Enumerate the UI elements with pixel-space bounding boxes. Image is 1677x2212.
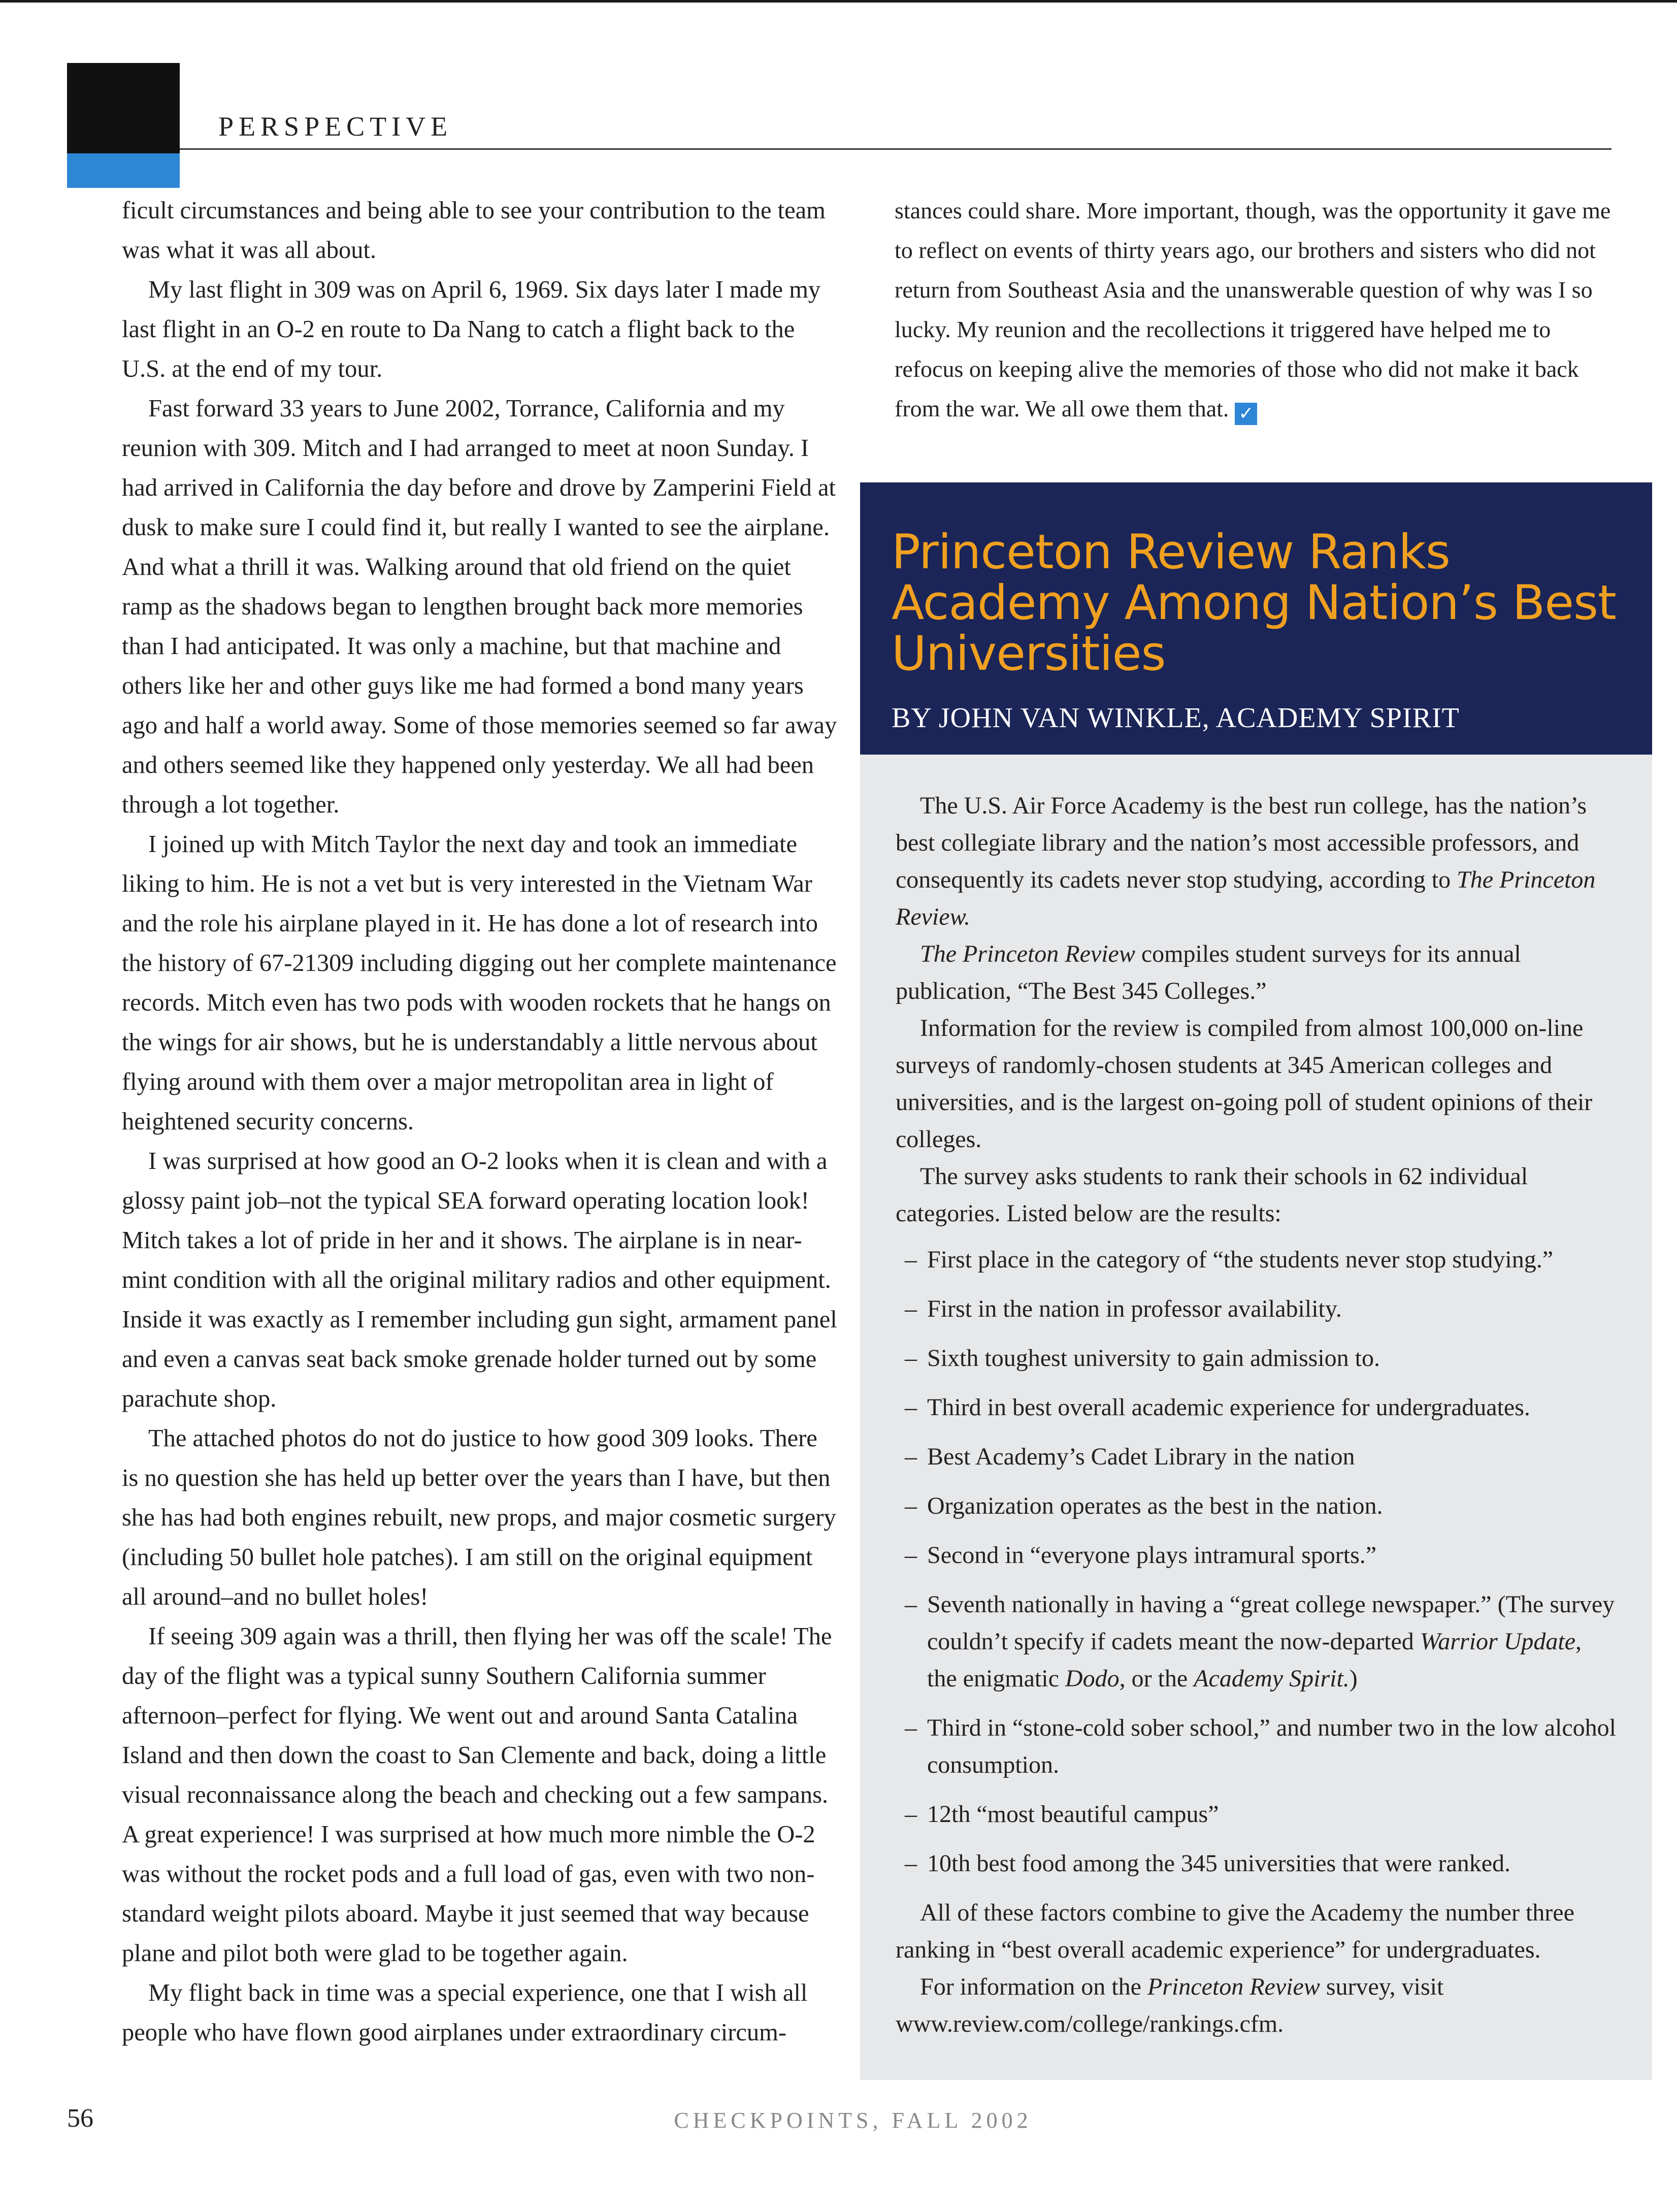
dash-bullet: –	[905, 1591, 917, 1618]
paragraph-text: compiles student surveys for its annual publication, “The Best 345 Colleges.”	[896, 940, 1521, 1004]
list-item-text: Seventh nationally in having a “great college newspaper.” (The survey couldn’t specify if cadets meant the now-departed	[927, 1591, 1615, 1655]
paragraph: The attached photos do not do justice to how good 309 looks. There is no question she has held up better over the years than I have, but then she has had both engines rebuilt, new props, and major cosmetic surgery (including 50 bullet hole patches). I am still on the original equipment all around–and no bullet holes!	[122, 1425, 836, 1610]
publication-name: Academy Spirit.	[1194, 1665, 1350, 1692]
list-item	[896, 1845, 1617, 1882]
right-column-continuation	[895, 191, 1616, 429]
page-number: 56	[67, 2104, 93, 2133]
sidebar-paragraph	[896, 935, 1617, 1010]
publication-name: Dodo	[1065, 1665, 1120, 1692]
header-rule	[180, 148, 1612, 150]
dash-bullet: –	[905, 1542, 917, 1569]
list-item-text: Third in “stone-cold sober school,” and number two in the low alcohol consumption.	[927, 1714, 1617, 1778]
footer-publication: CHECKPOINTS, FALL 2002	[674, 2108, 1032, 2133]
list-item-text: First place in the category of “the students never stop studying.”	[927, 1246, 1554, 1273]
list-item	[896, 1389, 1617, 1426]
sidebar-paragraph: All of these factors combine to give the Academy the number three ranking in “best overall academic experience” for undergraduates.	[896, 1899, 1574, 1963]
list-item	[896, 1796, 1617, 1833]
sidebar-paragraph: The survey asks students to rank their schools in 62 individual categories. Listed below are the results:	[896, 1163, 1528, 1227]
paragraph: My flight back in time was a special experience, one that I wish all people who have flown good airplanes under extraordinary circum-	[122, 1979, 808, 2046]
continuation-text: stances could share. More important, though, was the opportunity it gave me to reflect on events of thirty years ago, our brothers and sisters who did not return from Southeast Asia and the unanswerable question of why was I so lucky. My reunion and the recollections it triggered have helped me to refocus on keeping alive the memories of those who did not make it back from the war. We all owe them that.	[895, 198, 1611, 421]
list-item	[896, 1537, 1617, 1574]
sidebar-byline: BY JOHN VAN WINKLE, ACADEMY SPIRIT	[892, 702, 1460, 734]
list-item	[896, 1340, 1617, 1377]
dash-bullet: –	[905, 1443, 917, 1470]
dash-bullet: –	[905, 1850, 917, 1877]
results-list	[896, 1241, 1617, 1882]
dash-bullet: –	[905, 1246, 917, 1273]
list-item-text: Sixth toughest university to gain admission to.	[927, 1345, 1380, 1372]
sidebar-paragraph	[896, 1968, 1617, 2042]
list-item-text: First in the nation in professor availability.	[927, 1295, 1342, 1322]
list-item	[896, 1241, 1617, 1278]
paragraph-text: The U.S. Air Force Academy is the best run college, has the nation’s best collegiate library and the nation’s most accessible professors, and consequently its cadets never stop studying, according to	[896, 792, 1587, 893]
list-item-text: 12th “most beautiful campus”	[927, 1801, 1219, 1828]
list-item-text: , the enigmatic	[927, 1628, 1582, 1692]
publication-name: Warrior Update	[1420, 1628, 1576, 1655]
paragraph	[895, 191, 1616, 429]
sidebar-paragraph	[896, 787, 1617, 935]
list-item	[896, 1586, 1617, 1697]
list-item	[896, 1487, 1617, 1524]
sidebar-text	[896, 787, 1617, 2042]
dash-bullet: –	[905, 1801, 917, 1828]
paragraph: My last flight in 309 was on April 6, 1969. Six days later I made my last flight in an O-2 en route to Da Nang to catch a flight back to the U.S. at the end of my tour.	[122, 276, 821, 382]
list-item	[896, 1438, 1617, 1475]
top-rule	[0, 0, 1677, 3]
sidebar-body	[860, 755, 1652, 2080]
publication-name: The Princeton Review	[920, 940, 1135, 967]
paragraph-text: survey, visit www.review.com/college/rankings.cfm.	[896, 1973, 1444, 2037]
list-item-text: 10th best food among the 345 universities that were ranked.	[927, 1850, 1511, 1877]
sidebar-paragraph: Information for the review is compiled from almost 100,000 on-line surveys of randomly-chosen students at 345 American colleges and universities, and is the largest on-going poll of student opinions of their colleges.	[896, 1015, 1593, 1153]
header-black-block	[67, 63, 180, 153]
paragraph: ficult circumstances and being able to see your contribution to the team was what it was all about.	[122, 197, 826, 264]
dash-bullet: –	[905, 1394, 917, 1421]
paragraph: Fast forward 33 years to June 2002, Torrance, California and my reunion with 309. Mitch and I had arranged to meet at noon Sunday. I had arrived in California the day before and drove by Zamperini Field at dusk to make sure I could find it, but really I wanted to see the airplane. And what a thrill it was. Walking around that old friend on the quiet ramp as the shadows began to lengthen brought back more memories than I had anticipated. It was only a machine, but that machine and others like her and other guys like me had formed a bond many years ago and half a world away. Some of those memories seemed so far away and others seemed like they happened only yesterday. We all had been through a lot together.	[122, 395, 837, 818]
list-item-text: Third in best overall academic experience for undergraduates.	[927, 1394, 1530, 1421]
header-blue-block	[67, 153, 180, 188]
dash-bullet: –	[905, 1492, 917, 1519]
list-item	[896, 1290, 1617, 1327]
left-column	[122, 191, 838, 2090]
list-item-text: Best Academy’s Cadet Library in the nation	[927, 1443, 1355, 1470]
section-label: PERSPECTIVE	[218, 111, 453, 142]
sidebar-title: Princeton Review Ranks Academy Among Nation’s Best Universities	[892, 525, 1616, 681]
list-item	[896, 1709, 1617, 1783]
paragraph: If seeing 309 again was a thrill, then flying her was off the scale! The day of the flight was a typical sunny Southern California summer afternoon–perfect for flying. We went out and around Santa Catalina Island and then down the coast to San Clemente and back, doing a little visual reconnaissance along the beach and checking out a few sampans. A great experience! I was surprised at how much more nimble the O-2 was without the rocket pods and a full load of gas, even with two non-standard weight pilots aboard. Maybe it just seemed that way because plane and pilot both were glad to be together again.	[122, 1623, 832, 1967]
publication-name: The Princeton Review.	[896, 866, 1596, 930]
paragraph-text: For information on the	[920, 1973, 1147, 2000]
list-item-text: Organization operates as the best in the nation.	[927, 1492, 1383, 1519]
publication-name: Princeton Review	[1147, 1973, 1320, 2000]
dash-bullet: –	[905, 1714, 917, 1741]
dash-bullet: –	[905, 1295, 917, 1322]
paragraph: I joined up with Mitch Taylor the next day and took an immediate liking to him. He is not a vet but is very interested in the Vietnam War and the role his airplane played in it. He has done a lot of research into the history of 67-21309 including digging out her complete maintenance records. Mitch even has two pods with wooden rockets that he hangs on the wings for air shows, but he is understandably a little nervous about flying around with them over a major metropolitan area in light of heightened security concerns.	[122, 831, 837, 1135]
dash-bullet: –	[905, 1345, 917, 1372]
sidebar-header	[860, 482, 1652, 755]
list-item-text: )	[1349, 1665, 1358, 1692]
list-item-text: , or the	[1119, 1665, 1194, 1692]
paragraph: I was surprised at how good an O-2 looks when it is clean and with a glossy paint job–not the typical SEA forward operating location look! Mitch takes a lot of pride in her and it shows. The airplane is in near-mint condition with all the original military radios and other equipment. Inside it was exactly as I remember including gun sight, armament panel and even a canvas seat back smoke grenade holder turned out by some parachute shop.	[122, 1148, 837, 1412]
checkmark-icon: ✓	[1235, 403, 1257, 425]
list-item-text: Second in “everyone plays intramural sports.”	[927, 1542, 1377, 1569]
